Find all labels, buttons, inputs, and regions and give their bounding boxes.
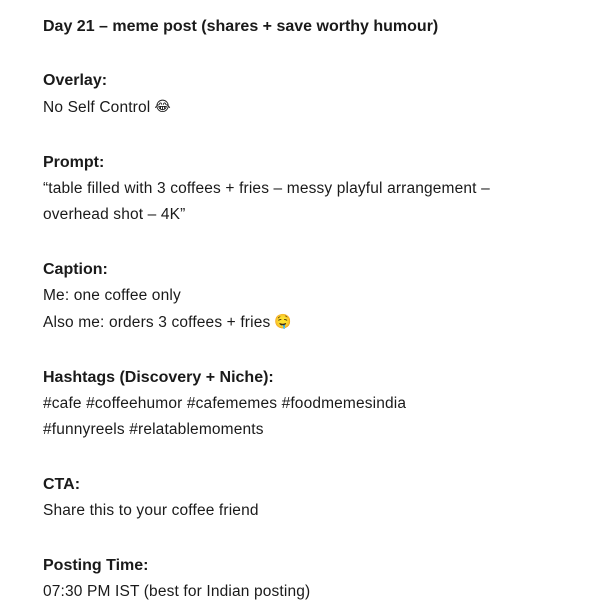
hashtags-line: #cafe #coffeehumor #cafememes #foodmemesindia: [43, 395, 407, 412]
overlay-section: [43, 68, 560, 121]
cta-text: Share this to your coffee friend: [43, 502, 259, 519]
posting-time-text: 07:30 PM IST (best for Indian posting): [43, 583, 311, 600]
overlay-text: No Self Control: [43, 99, 151, 116]
hashtags-line: #funnyreels #relatablemoments: [43, 421, 264, 438]
overlay-heading: Overlay:: [43, 72, 108, 89]
cta-section: [43, 472, 560, 524]
caption-line-2: Also me: orders 3 coffees + fries: [43, 314, 271, 331]
hashtags-section: [43, 365, 560, 443]
prompt-section: [43, 150, 560, 228]
drooling-emoji-icon: 🤤: [274, 314, 292, 330]
laughing-emoji-icon: 😂: [154, 99, 171, 115]
overlay-text-line: [43, 94, 560, 121]
hashtags-heading: Hashtags (Discovery + Niche):: [43, 369, 274, 386]
page-title: Day 21 – meme post (shares + save worthy humour): [43, 18, 439, 35]
prompt-line: “table filled with 3 coffees + fries – messy playful arrangement –: [43, 180, 490, 197]
posting-time-section: [43, 553, 560, 605]
caption-line-1: Me: one coffee only: [43, 287, 181, 304]
prompt-heading: Prompt:: [43, 154, 105, 171]
posting-time-heading: Posting Time:: [43, 557, 149, 574]
cta-heading: CTA:: [43, 476, 81, 493]
caption-heading: Caption:: [43, 261, 108, 278]
prompt-line: overhead shot – 4K”: [43, 206, 186, 223]
caption-section: [43, 257, 560, 336]
caption-line-2-wrap: [43, 309, 560, 336]
